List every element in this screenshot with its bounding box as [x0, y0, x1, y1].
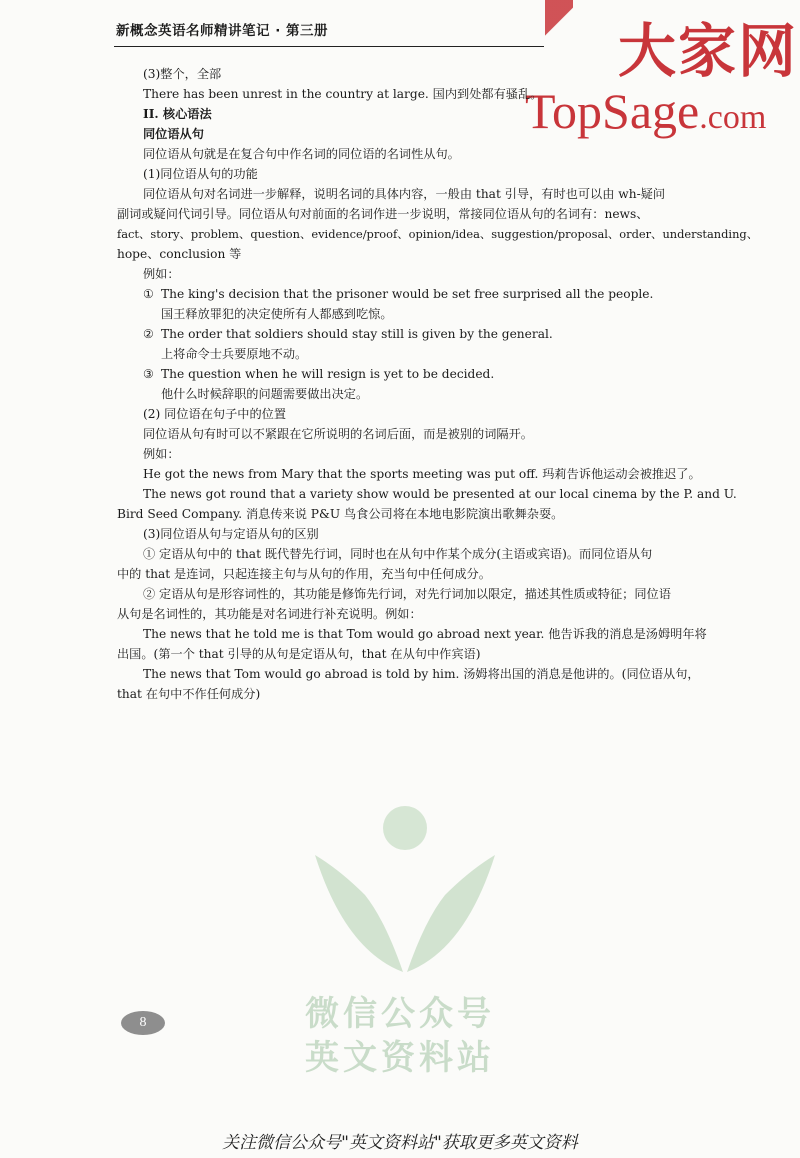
text-line: 从句是名词性的，其功能是对名词进行补充说明。例如：: [117, 607, 422, 621]
example-translation: 他什么时候辞职的问题需要做出决定。: [161, 387, 369, 401]
header-rule: [114, 46, 544, 47]
subsection-heading: (3)同位语从句与定语从句的区别: [143, 527, 319, 541]
text-line: The news that he told me is that Tom would go abroad next year. 他告诉我的消息是汤姆明年将: [143, 627, 707, 641]
text-line: 同位语从句就是在复合句中作名词的同位语的名词性从句。: [143, 147, 460, 161]
text-line: 出国。(第一个 that 引导的从句是定语从句，that 在从句中作宾语): [117, 647, 481, 661]
example-label: 例如：: [143, 447, 180, 461]
topsage-logo-mark: [545, 0, 573, 60]
text-line: that 在句中不作任何成分): [117, 687, 261, 701]
example-label: 例如：: [143, 267, 180, 281]
example-item: [117, 364, 729, 384]
example-item: [117, 324, 729, 344]
text-line: hope、conclusion 等: [117, 247, 242, 261]
page-body: [117, 64, 759, 704]
text-line: fact、story、problem、question、evidence/proof、opinion/idea、suggestion/proposal、order、understanding、: [117, 227, 759, 241]
topsage-watermark-cn: 大家网: [618, 19, 799, 84]
section-heading: II. 核心语法: [143, 107, 212, 121]
example-translation: 上将命令士兵要原地不动。: [161, 347, 308, 361]
footer-note: 关注微信公众号"英文资料站"获取更多英文资料: [222, 1133, 578, 1153]
logo-head: [383, 806, 427, 850]
text-line: ① 定语从句中的 that 既代替先行词，同时也在从句中作某个成分(主语或宾语)。而同位语从句: [143, 547, 653, 561]
topsage-watermark-domain: .com: [699, 99, 767, 136]
example-number: ①: [143, 287, 154, 301]
sprout-watermark-logo: [305, 800, 505, 980]
text-line: The news that Tom would go abroad is told by him. 汤姆将出国的消息是他讲的。(同位语从句，: [143, 667, 700, 681]
example-english: The question when he will resign is yet to be decided.: [161, 367, 495, 381]
text-line: The news got round that a variety show would be presented at our local cinema by the P. and U.: [143, 487, 737, 501]
text-line: Bird Seed Company. 消息传来说 P&U 鸟食公司将在本地电影院演出歌舞杂耍。: [117, 507, 564, 521]
text-line: 副词或疑问代词引导。同位语从句对前面的名词作进一步说明，常接同位语从句的名词有：news、: [117, 207, 649, 221]
topsage-watermark-name: TopSage: [525, 83, 700, 139]
example-translation: 国王释放罪犯的决定使所有人都感到吃惊。: [161, 307, 393, 321]
example-english: The king's decision that the prisoner would be set free surprised all the people.: [161, 287, 654, 301]
text-line: He got the news from Mary that the sports meeting was put off. 玛莉告诉他运动会被推迟了。: [143, 467, 701, 481]
subsection-heading: (2) 同位语在句子中的位置: [143, 407, 287, 421]
running-header-title: 新概念英语名师精讲笔记 · 第三册: [116, 23, 329, 39]
example-number: ③: [143, 367, 154, 381]
text-line: 同位语从句对名词进一步解释，说明名词的具体内容，一般由 that 引导，有时也可以由 wh-疑问: [143, 187, 666, 201]
text-line: (3)整个，全部: [143, 67, 222, 81]
example-number: ②: [143, 327, 154, 341]
logo-right-leaf: [407, 855, 495, 972]
subsection-heading: 同位语从句: [143, 127, 204, 141]
logo-left-leaf: [315, 855, 403, 972]
subsection-heading: (1)同位语从句的功能: [143, 167, 258, 181]
example-english: The order that soldiers should stay still is given by the general.: [161, 327, 553, 341]
text-line: 中的 that 是连词，只起连接主句与从句的作用，充当句中任何成分。: [117, 567, 491, 581]
wechat-watermark-line1: 微信公众号: [305, 994, 495, 1034]
wechat-watermark-line2: 英文资料站: [305, 1038, 495, 1078]
page-number: 8: [121, 1011, 165, 1035]
example-item: [117, 284, 729, 304]
text-line: ② 定语从句是形容词性的，其功能是修饰先行词，对先行词加以限定，描述其性质或特征；同位语: [143, 587, 671, 601]
text-line: There has been unrest in the country at large. 国内到处都有骚乱。: [143, 87, 543, 101]
text-line: 同位语从句有时可以不紧跟在它所说明的名词后面，而是被别的词隔开。: [143, 427, 533, 441]
